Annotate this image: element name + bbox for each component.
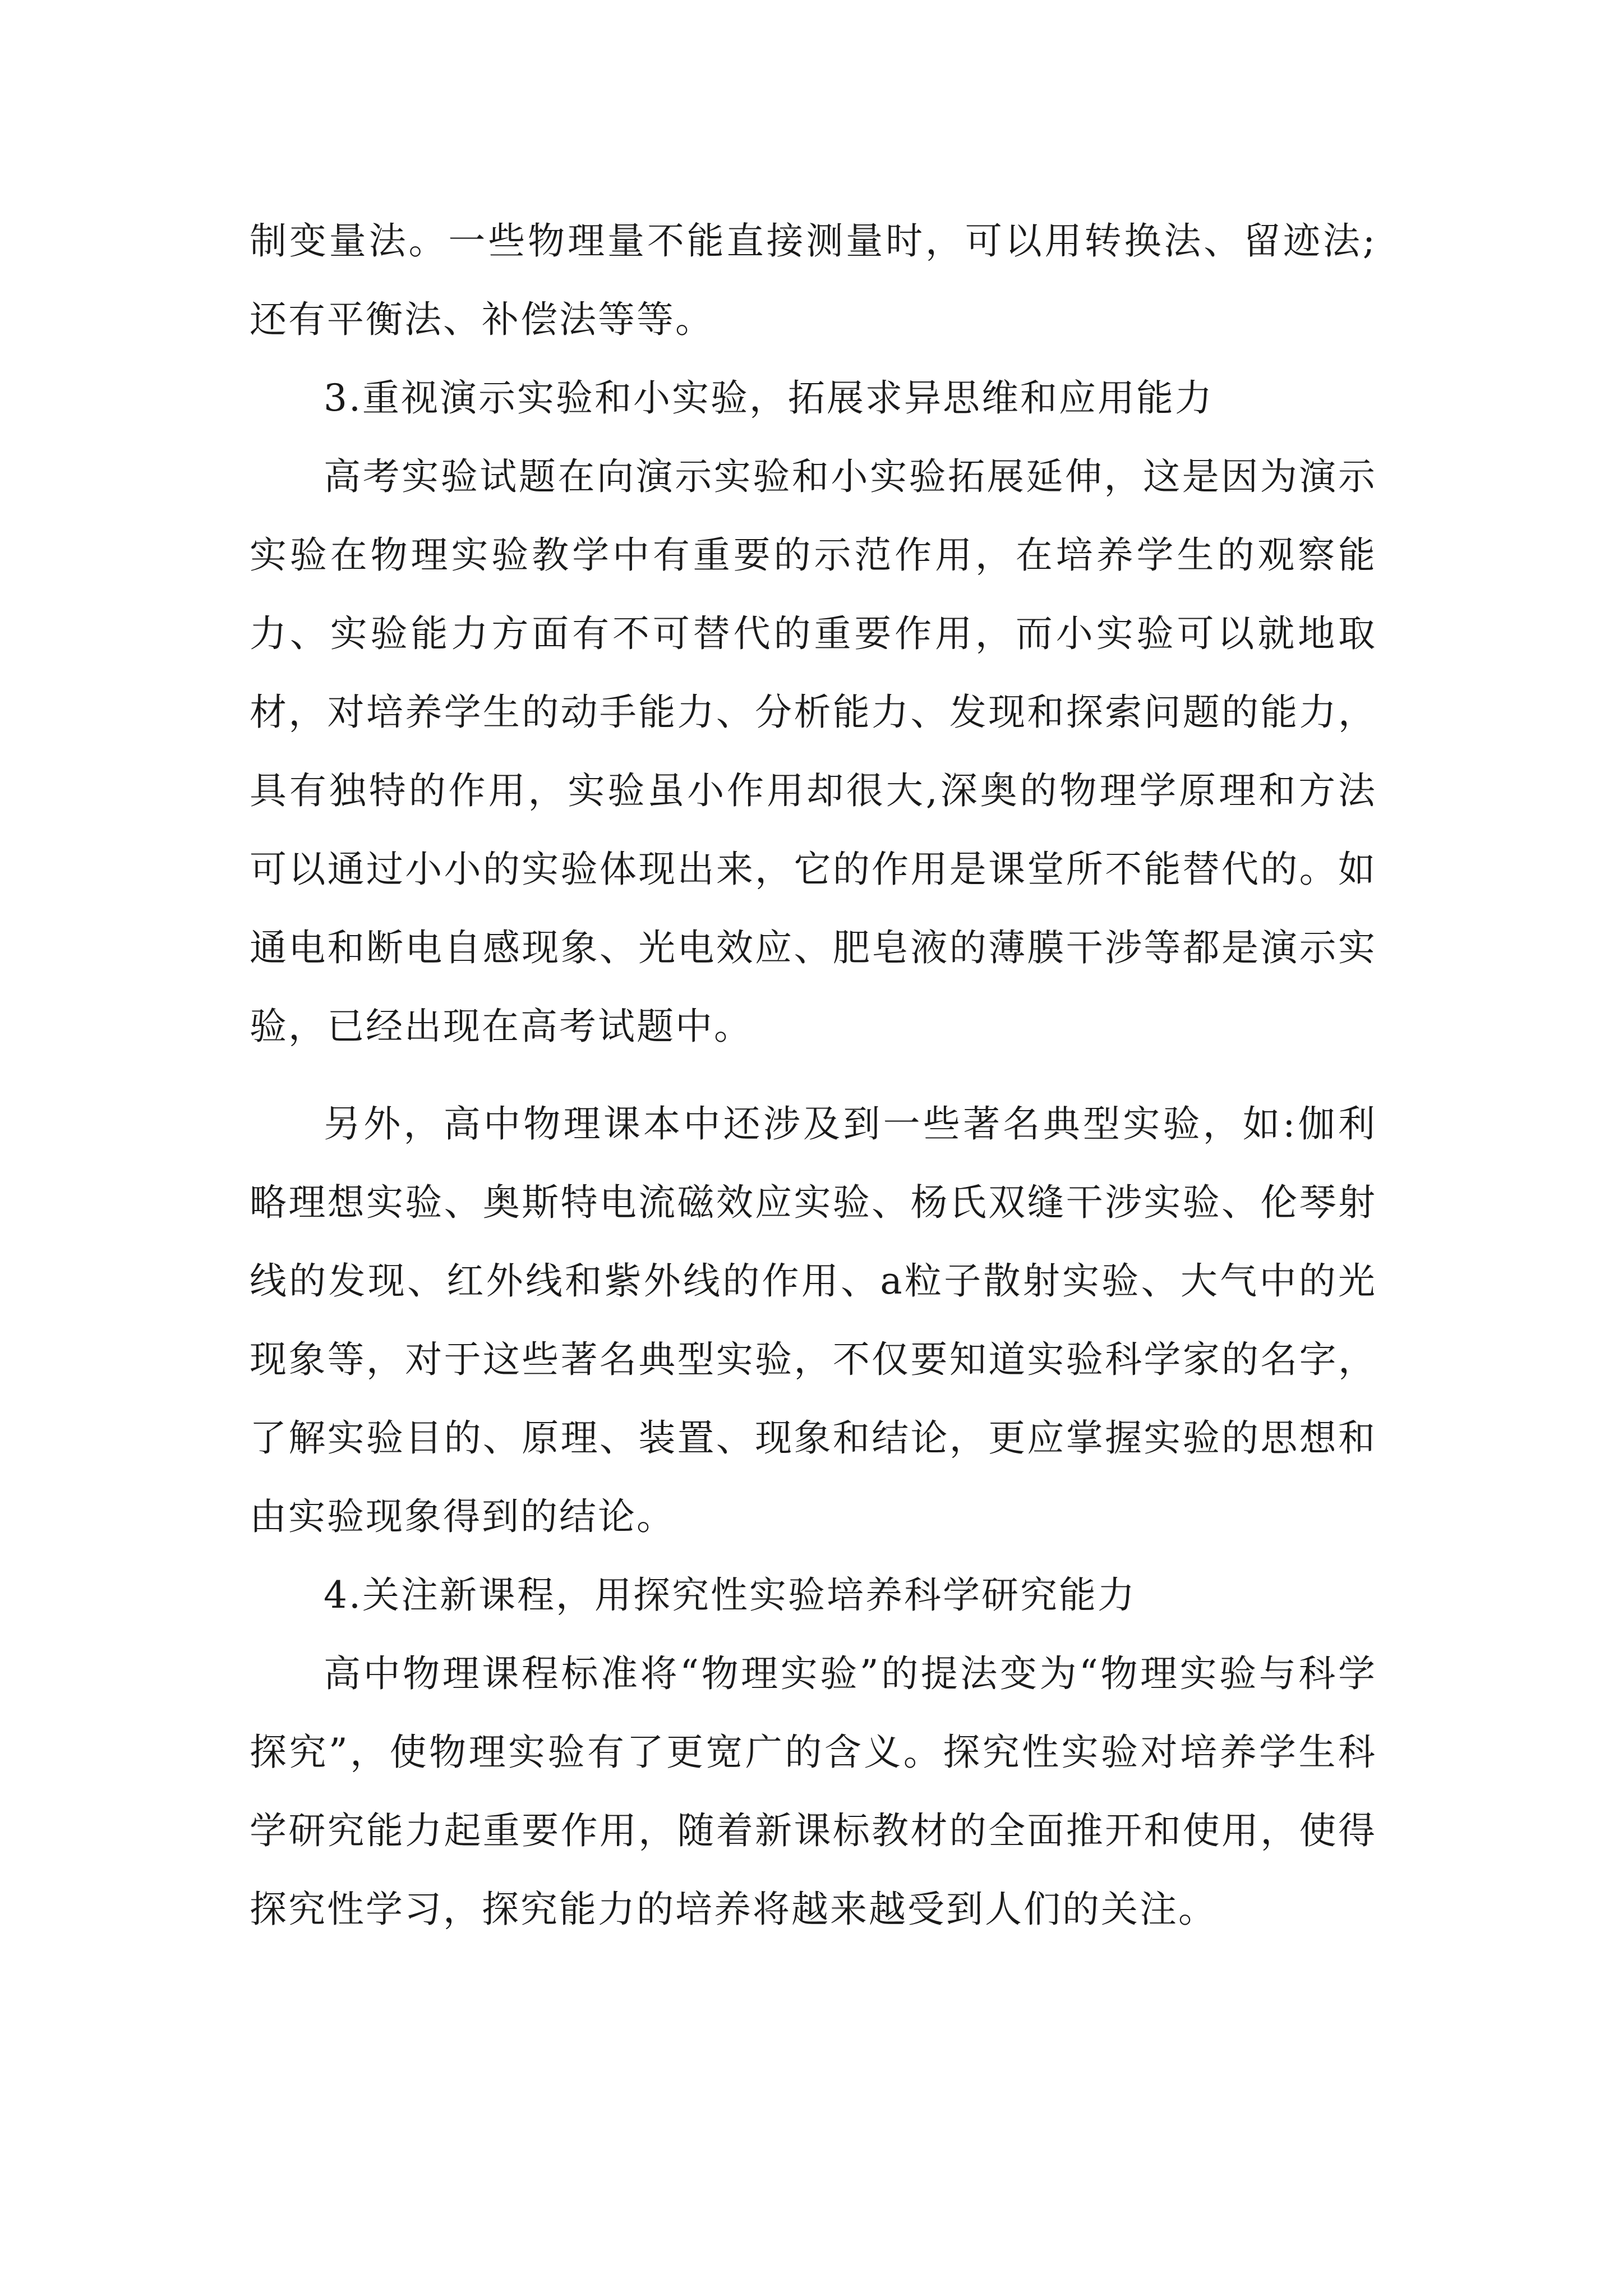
paragraph-demo-experiments: 高考实验试题在向演示实验和小实验拓展延伸，这是因为演示实验在物理实验教学中有重要的示范作用，在培养学生的观察能力、实验能力方面有不可替代的重要作用，而小实验可以就地取材，对培养学生的动手能力、分析能力、发现和探索问题的能力，具有独特的作用，实验虽小作用却很大,深奥的物理学原理和方法可以通过小小的实验体现出来，它的作用是课堂所不能替代的。如通电和断电自感现象、光电效应、肥皂液的薄膜干涉等都是演示实验，已经出现在高考试题中。: [250, 455, 1377, 1048]
paragraph-continuation: 制变量法。一些物理量不能直接测量时，可以用转换法、留迹法;还有平衡法、补偿法等等。: [250, 219, 1377, 341]
paragraph-new-curriculum: 高中物理课程标准将“物理实验”的提法变为“物理实验与科学探究”，使物理实验有了更宽广的含义。探究性实验对培养学生科学研究能力起重要作用，随着新课标教材的全面推开和使用，使得探究性学习，探究能力的培养将越来越受到人们的关注。: [250, 1652, 1377, 1931]
section-heading-4: 4.关注新课程，用探究性实验培养科学研究能力: [324, 1573, 1136, 1617]
body-text: [250, 202, 1377, 1949]
paragraph-famous-experiments: 另外，高中物理课本中还涉及到一些著名典型实验，如:伽利略理想实验、奥斯特电流磁效应实验、杨氏双缝干涉实验、伦琴射线的发现、红外线和紫外线的作用、a粒子散射实验、大气中的光现象等，对于这些著名典型实验，不仅要知道实验科学家的名字，了解实验目的、原理、装置、现象和结论，更应掌握实验的思想和由实验现象得到的结论。: [250, 1102, 1377, 1538]
section-heading-3: 3.重视演示实验和小实验，拓展求异思维和应用能力: [324, 376, 1214, 420]
